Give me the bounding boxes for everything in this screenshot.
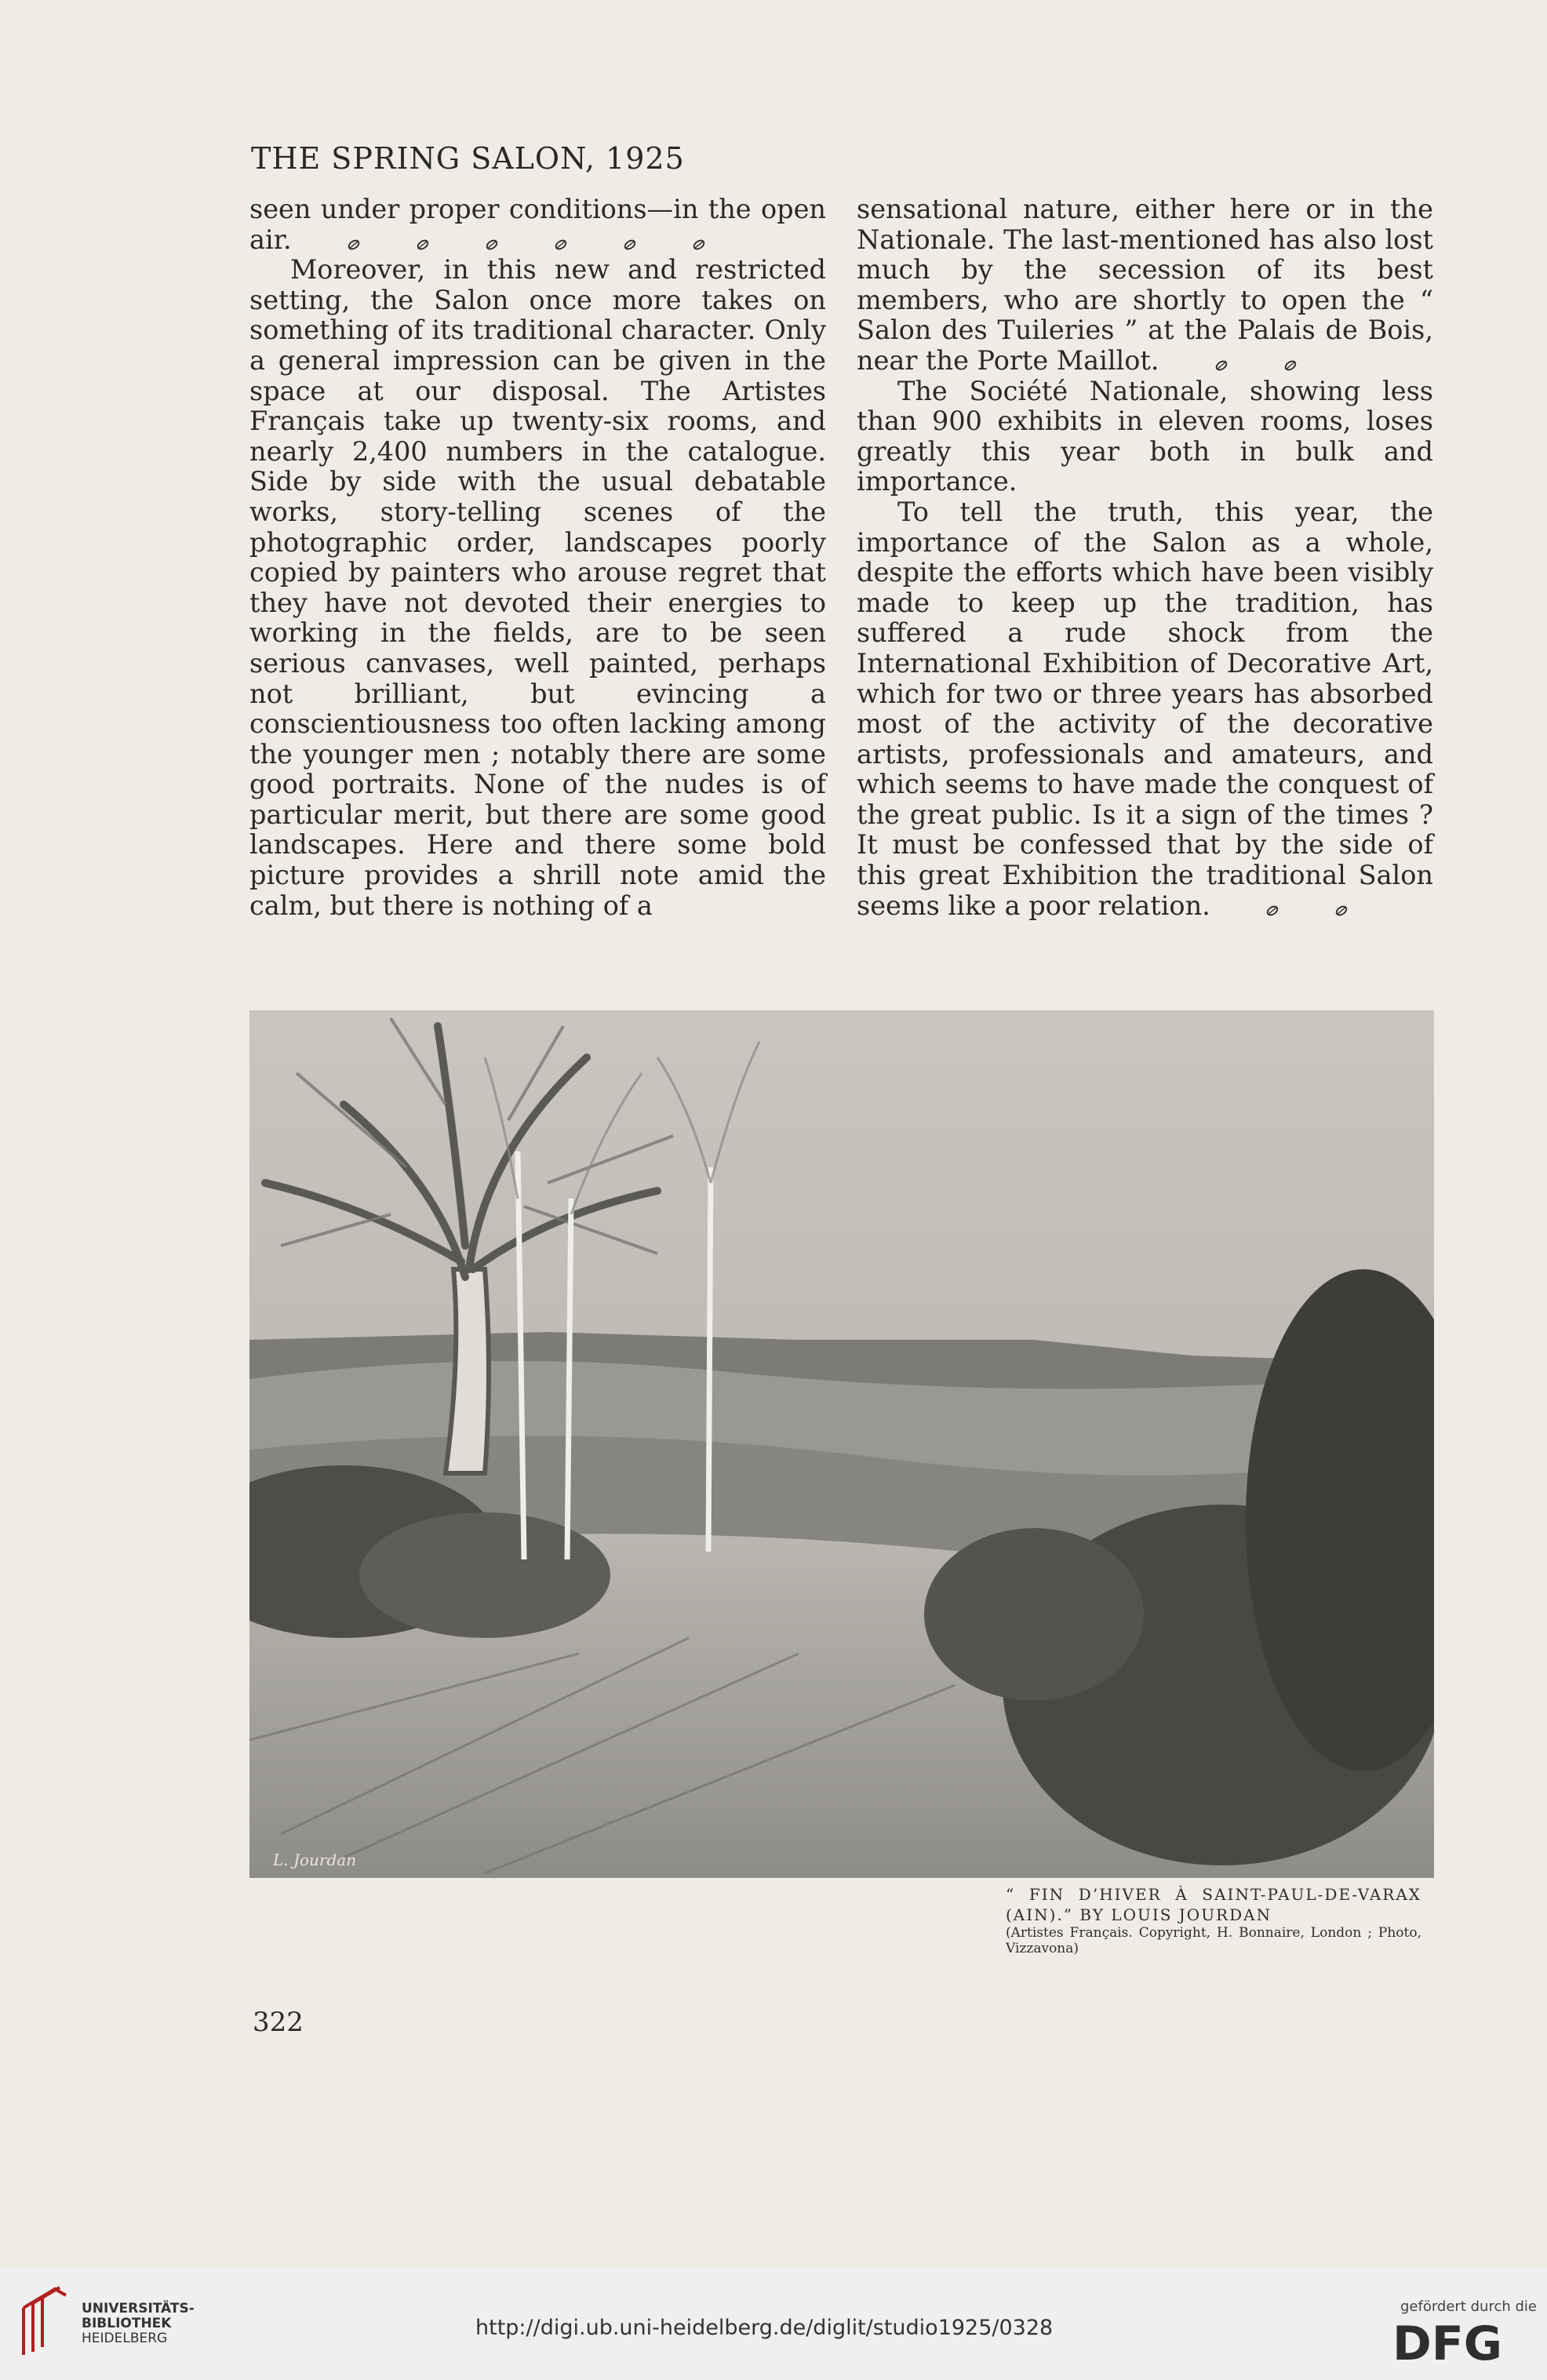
paragraph-5 — [857, 497, 1433, 921]
left-column — [249, 195, 826, 921]
caption-title: “ FIN D’HIVER À SAINT-PAUL-DE-VARAX (AIN).” BY LOUIS JOURDAN — [1006, 1885, 1421, 1924]
leaf-ornament-icon — [1334, 905, 1349, 916]
dfg-logo-icon — [1392, 2319, 1527, 2366]
paragraph-text: To tell the truth, this year, the importance of the Salon as a whole, despite the efforts which have been visibly made to keep up the tradition, has suffered a rude shock from the International Exhibition of Decorative Art, which for two or three years has absorbed most of the activity of the decorative artists, professionals and amateurs, and which seems to have made the conquest of the great public. Is it a sign of the times ? It must be confessed that by the side of this great Exhibition the traditional Salon seems like a poor relation. — [857, 496, 1433, 921]
paragraph-text: sensational nature, either here or in the Nationale. The last-mentioned has also lost much by the secession of its best members, who are shortly to open the “ Salon des Tuileries ” at the Palais de Bois, near the Porte Maillot. — [857, 194, 1433, 376]
paragraph-3 — [857, 195, 1433, 377]
library-line: HEIDELBERG — [82, 2331, 168, 2346]
permalink-url[interactable]: http://digi.ub.uni-heidelberg.de/diglit/studio1925/0328 — [475, 2316, 1054, 2340]
library-logo-icon — [19, 2284, 71, 2363]
leaf-ornament-icon — [347, 239, 361, 250]
page-number: 322 — [253, 2007, 304, 2038]
leaf-ornament-icon — [623, 239, 637, 250]
leaf-ornament-icon — [1265, 905, 1279, 916]
ornament-row — [1159, 345, 1298, 376]
leaf-ornament-icon — [416, 239, 430, 250]
paragraph-4: The Société Nationale, showing less than 900 exhibits in eleven rooms, loses greatly this year both in bulk and importance. — [857, 375, 1433, 497]
artist-signature: L. Jourdan — [273, 1851, 357, 1869]
footer-bar — [0, 2267, 1547, 2380]
ornament-row — [1210, 890, 1349, 921]
leaf-ornament-icon — [692, 239, 706, 250]
library-line: BIBLIOTHEK — [82, 2316, 172, 2331]
leaf-ornament-icon — [485, 239, 499, 250]
painting-plate — [249, 1010, 1434, 1878]
landscape-painting — [249, 1010, 1434, 1878]
paragraph-1 — [249, 195, 826, 255]
plate-caption — [1006, 1884, 1421, 1956]
leaf-ornament-icon — [1283, 360, 1298, 371]
leaf-ornament-icon — [554, 239, 568, 250]
paragraph-2: Moreover, in this new and restricted setting, the Salon once more takes on something of its traditional character. Only a general impression can be given in the space at our disposal. The Artistes Français take up twenty-six rooms, and nearly 2,400 numbers in the catalogue. Side by side with the usual debatable works, story-telling scenes of the photographic order, landscapes poorly copied by painters who arouse regret that they have not devoted their energies to working in the fields, are to be seen serious canvases, well painted, perhaps not brilliant, but evincing a conscientiousness too often lacking among the younger men ; notably there are some good portraits. None of the nudes is of particular merit, but there are some good landscapes. Here and there some bold picture provides a shrill note amid the calm, but there is nothing of a — [249, 254, 826, 921]
svg-text:DFG: DFG — [1392, 2319, 1503, 2363]
caption-credit: (Artistes Français. Copyright, H. Bonnaire, London ; Photo, Vizzavona) — [1006, 1925, 1421, 1956]
running-title: THE SPRING SALON, 1925 — [251, 141, 685, 176]
library-line: UNIVERSITÄTS- — [82, 2301, 195, 2316]
leaf-ornament-icon — [1214, 360, 1228, 371]
funding-note: gefördert durch die — [1400, 2298, 1537, 2315]
right-column — [857, 195, 1433, 921]
library-name — [82, 2302, 195, 2346]
ornament-row — [292, 224, 706, 255]
paragraph-text: seen under proper conditions—in the open air. — [249, 194, 826, 255]
